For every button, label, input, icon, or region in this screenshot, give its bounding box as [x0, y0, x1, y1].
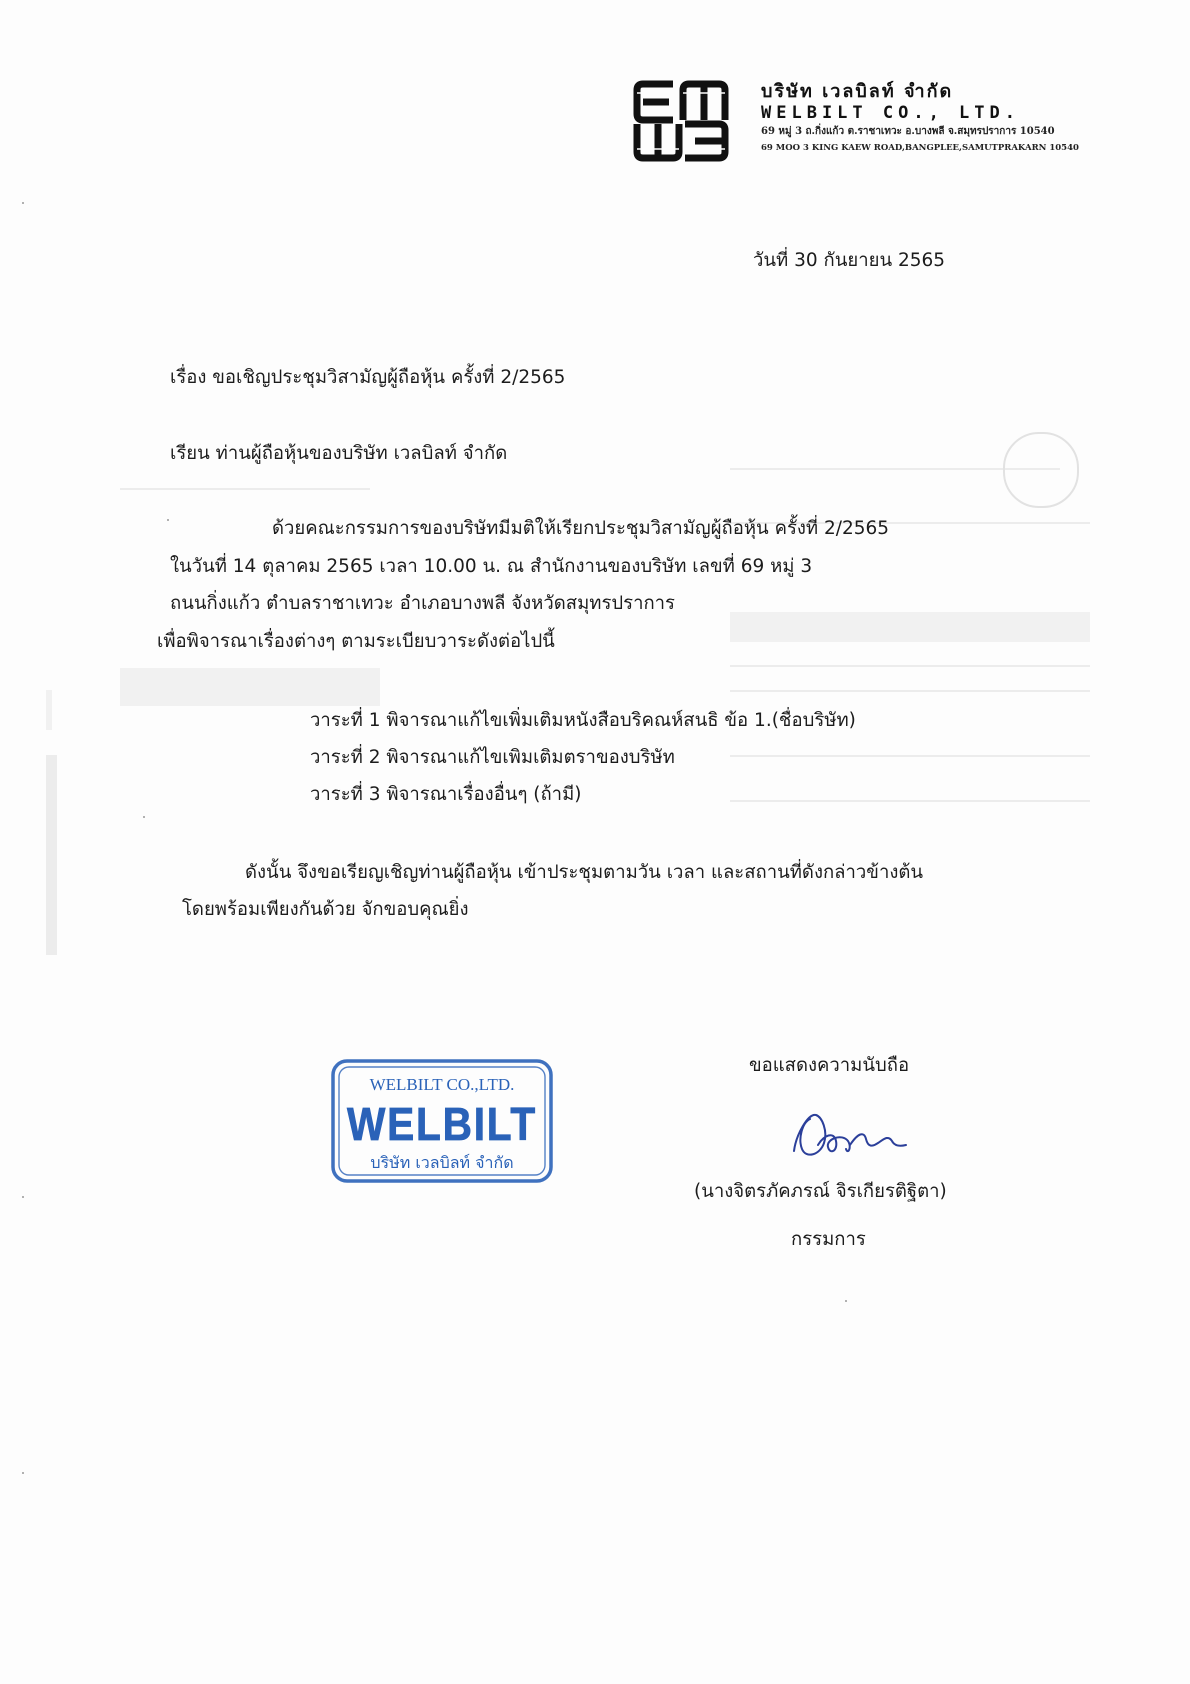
scan-dot — [845, 1300, 847, 1302]
company-stamp-graphic — [330, 1058, 554, 1184]
company-address-english: 69 MOO 3 KING KAEW ROAD,BANGPLEE,SAMUTPRAKARN 10540 — [761, 143, 1079, 153]
scan-dot — [22, 202, 24, 204]
letter-date: วันที่ 30 กันยายน 2565 — [753, 250, 946, 271]
company-stamp — [330, 1058, 554, 1184]
scan-dot — [167, 519, 169, 521]
show-through-line — [730, 690, 1090, 692]
stamp-top-text: WELBILT CO.,LTD. — [369, 1075, 515, 1094]
stamp-middle-text: WELBILT — [347, 1098, 537, 1150]
regards-text: ขอแสดงความนับถือ — [749, 1055, 910, 1076]
welbilt-logo — [633, 78, 729, 164]
signer-name: (นางจิตรภัคภรณ์ จิรเกียรติฐิตา) — [694, 1181, 947, 1202]
closing-line: โดยพร้อมเพียงกันด้วย จักขอบคุณยิ่ง — [182, 899, 469, 920]
agenda-item: วาระที่ 2 พิจารณาแก้ไขเพิมเติมตราของบริษัท — [310, 747, 675, 768]
company-name-english: WELBILT CO., LTD. — [761, 103, 1020, 123]
stamp-bottom-text: บริษัท เวลบิลท์ จำกัด — [370, 1153, 514, 1172]
body-line: ถนนกิ่งแก้ว ตำบลราชาเทวะ อำเภอบางพลี จังหวัดสมุทรปราการ — [170, 593, 675, 614]
show-through-line — [730, 665, 1090, 667]
scan-dot — [22, 1472, 24, 1474]
body-line: ในวันที่ 14 ตุลาคม 2565 เวลา 10.00 น. ณ สำนักงานของบริษัท เลขที่ 69 หมู่ 3 — [170, 556, 813, 577]
handwritten-signature — [788, 1105, 918, 1165]
agenda-item: วาระที่ 3 พิจารณาเรื่องอื่นๆ (ถ้ามี) — [310, 784, 582, 805]
body-line: ด้วยคณะกรรมการของบริษัทมีมติให้เรียกประชุมวิสามัญผู้ถือหุ้น ครั้งที่ 2/2565 — [272, 518, 890, 539]
letter-subject: เรื่อง ขอเชิญประชุมวิสามัญผู้ถือหุ้น ครั้งที่ 2/2565 — [170, 367, 566, 388]
show-through-margin-bar — [46, 755, 57, 955]
show-through-block — [120, 668, 380, 706]
scan-dot — [22, 1196, 24, 1198]
show-through-line — [120, 488, 370, 490]
closing-line: ดังนั้น จึงขอเรียญเชิญท่านผู้ถือหุ้น เข้าประชุมตามวัน เวลา และสถานที่ดังกล่าวข้างต้น — [245, 862, 924, 883]
scan-dot — [143, 816, 145, 818]
body-line: เพื่อพิจารณาเรื่องต่างๆ ตามระเบียบวาระดังต่อไปนี้ — [157, 631, 555, 652]
company-name-thai: บริษัท เวลบิลท์ จำกัด — [761, 81, 954, 102]
company-block — [761, 82, 1161, 156]
letter-salutation: เรียน ท่านผู้ถือหุ้นของบริษัท เวลบิลท์ จำกัด — [170, 443, 508, 464]
agenda-item: วาระที่ 1 พิจารณาแก้ไขเพิ่มเติมหนังสือบริคณห์สนธิ ข้อ 1.(ชื่อบริษัท) — [310, 710, 856, 731]
show-through-line — [730, 800, 1090, 802]
company-address-thai: 69 หมู่ 3 ถ.กิ่งแก้ว ต.ราชาเทวะ อ.บางพลี จ.สมุทรปราการ 10540 — [761, 126, 1055, 137]
letterhead — [633, 78, 1143, 168]
signer-position: กรรมการ — [791, 1229, 866, 1250]
show-through-seal — [1003, 432, 1079, 508]
show-through-margin-bar — [46, 690, 52, 730]
show-through-block — [730, 612, 1090, 642]
show-through-line — [730, 755, 1090, 757]
